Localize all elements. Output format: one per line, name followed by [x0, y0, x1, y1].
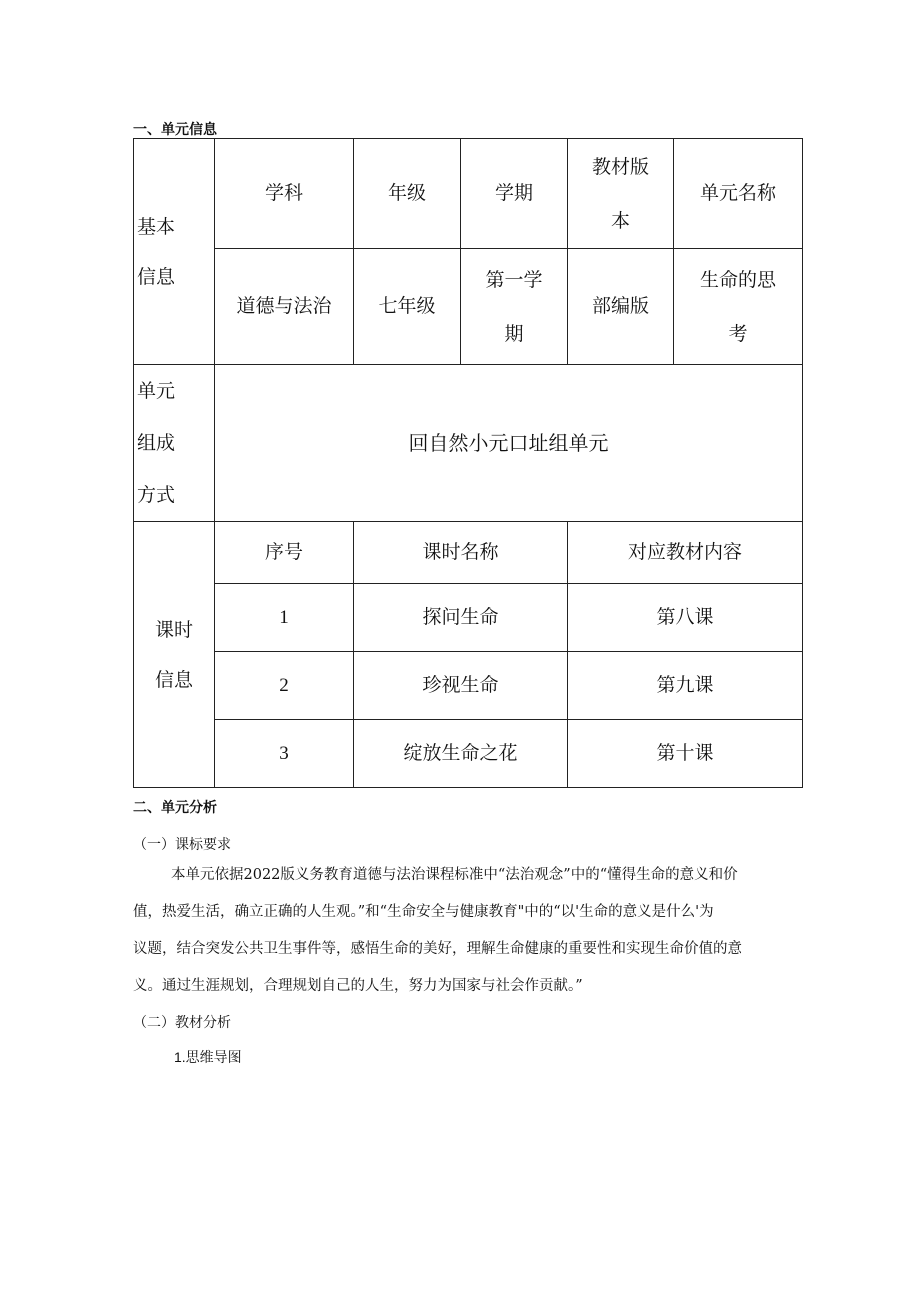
header-grade: 年级	[354, 139, 461, 249]
paragraph-line: 本单元依据2022版义务教育道德与法治课程标准中“法治观念”中的“懂得生命的意义和价	[171, 867, 738, 883]
lesson-name: 珍视生命	[354, 652, 568, 720]
paragraph-line: 议题，结合突发公共卫生事件等，感悟生命的美好，理解生命健康的重要性和实现生命价值的意	[133, 941, 742, 957]
value-semester: 第一学 期	[461, 249, 568, 365]
paragraph-line: 义。通过生涯规划，合理规划自己的人生，努力为国家与社会作贡献。”	[133, 978, 583, 994]
lesson-row	[134, 652, 803, 720]
header-edition: 教材版 本	[568, 139, 674, 249]
section-1-heading: 一、单元信息	[133, 121, 217, 137]
lesson-content: 第十课	[568, 720, 803, 788]
value-edition: 部编版	[568, 249, 674, 365]
lesson-row	[134, 584, 803, 652]
section-2-heading: 二、单元分析	[133, 799, 217, 815]
header-subject: 学科	[215, 139, 354, 249]
lesson-content: 第八课	[568, 584, 803, 652]
lesson-no: 2	[215, 652, 354, 720]
subsection-curriculum: （一）课标要求	[133, 836, 231, 852]
paragraph-line: 值，热爱生活，确立正确的人生观。”和“生命安全与健康教育"中的“以'生命的意义是什么'为	[133, 904, 714, 920]
item-mind-map: 1.思维导图	[174, 1049, 242, 1065]
lesson-name: 探问生命	[354, 584, 568, 652]
lesson-info-label: 课时 信息	[134, 522, 215, 788]
lesson-content: 第九课	[568, 652, 803, 720]
value-grade: 七年级	[354, 249, 461, 365]
value-subject: 道德与法治	[215, 249, 354, 365]
header-unit-name: 单元名称	[674, 139, 803, 249]
lesson-no: 3	[215, 720, 354, 788]
lesson-header-content: 对应教材内容	[568, 522, 803, 584]
value-unit-name: 生命的思 考	[674, 249, 803, 365]
unit-info-table	[133, 138, 803, 788]
lesson-header-no: 序号	[215, 522, 354, 584]
lesson-header-name: 课时名称	[354, 522, 568, 584]
lesson-name: 绽放生命之花	[354, 720, 568, 788]
subsection-textbook: （二）教材分析	[133, 1014, 231, 1030]
composition-value: 回自然小元口址组单元	[215, 365, 803, 522]
curriculum-paragraph	[133, 857, 803, 1005]
lesson-no: 1	[215, 584, 354, 652]
header-semester: 学期	[461, 139, 568, 249]
basic-info-label: 基本 信息	[134, 139, 215, 365]
composition-label: 单元 组成 方式	[134, 365, 215, 522]
lesson-row	[134, 720, 803, 788]
